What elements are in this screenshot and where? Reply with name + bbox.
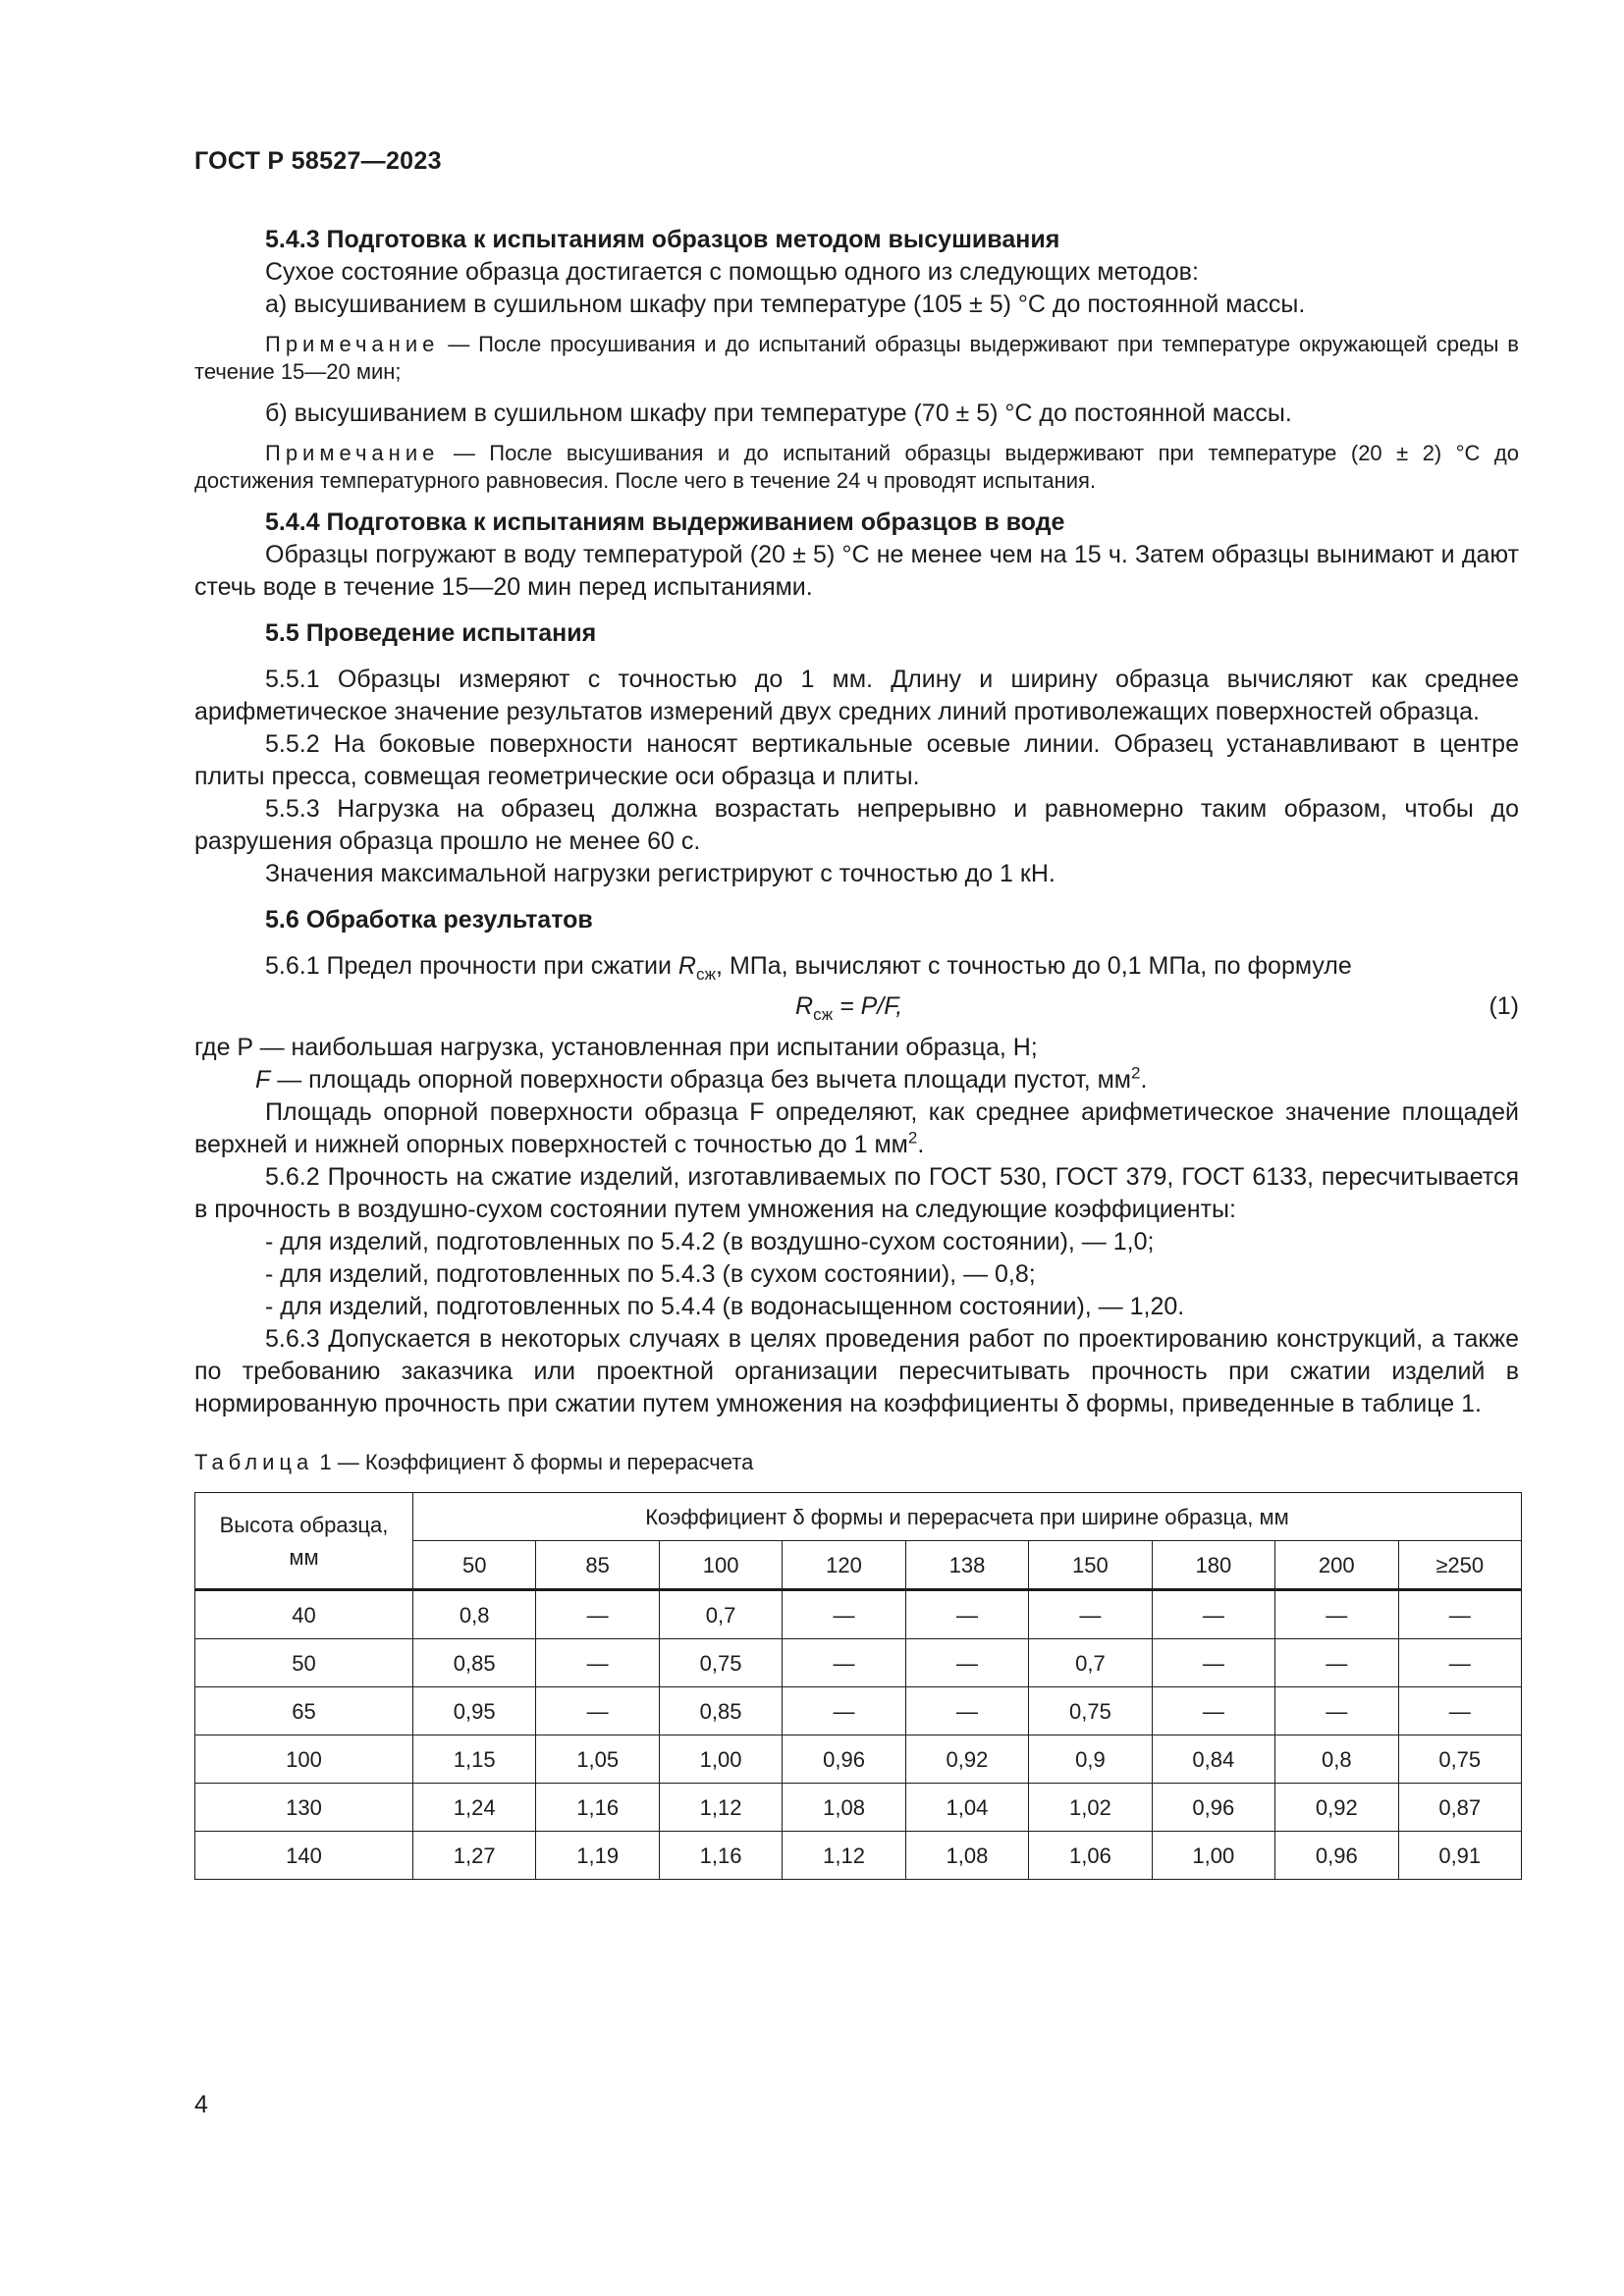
table-row	[195, 1832, 1522, 1880]
document-header: ГОСТ Р 58527—2023	[194, 147, 442, 175]
table-height-cell: 130	[195, 1784, 413, 1832]
document-body	[194, 224, 1519, 1880]
table-cell: —	[1152, 1687, 1274, 1735]
table-cell: 1,12	[659, 1784, 782, 1832]
table-cell: 0,85	[659, 1687, 782, 1735]
table-cell: —	[1029, 1590, 1152, 1639]
table-cell: 0,8	[413, 1590, 536, 1639]
table-cell: 1,12	[783, 1832, 905, 1880]
table-cell: —	[783, 1639, 905, 1687]
table-cell: 0,87	[1398, 1784, 1522, 1832]
paragraph-5-6-1-text-b: , МПа, вычисляют с точностью до 0,1 МПа, по формуле	[716, 952, 1352, 980]
table-row	[195, 1687, 1522, 1735]
where-p-word: где P	[194, 1034, 253, 1061]
table-body	[195, 1590, 1522, 1880]
table-cell: 0,96	[1275, 1832, 1398, 1880]
list-item: - для изделий, подготовленных по 5.4.3 (в сухом состоянии), — 0,8;	[265, 1260, 1036, 1288]
table-width-header: 180	[1152, 1541, 1274, 1590]
table-row-header: Высота образца, мм	[195, 1493, 413, 1590]
paragraph-5-5-2: 5.5.2 На боковые поверхности наносят вертикальные осевые линии. Образец устанавливают в центре плиты пресса, совмещая геометрические оси образца и плиты.	[194, 730, 1519, 790]
table-cell: —	[1398, 1590, 1522, 1639]
table-cell: 1,04	[905, 1784, 1028, 1832]
table-row	[195, 1590, 1522, 1639]
table-cell: 0,85	[413, 1639, 536, 1687]
table-height-cell: 140	[195, 1832, 413, 1880]
table-cell: 1,05	[536, 1735, 659, 1784]
section-5-4-3-item-a: а) высушиванием в сушильном шкафу при температуре (105 ± 5) °С до постоянной массы.	[265, 291, 1306, 318]
table-cell: —	[1398, 1639, 1522, 1687]
paragraph-5-6-3: 5.6.3 Допускается в некоторых случаях в целях проведения работ по проектированию конструкций, а также по требованию заказчика или проектной организации пересчитывать прочность при сжатии изделий в нормированную прочность при сжатии путем умножения на коэффициенты δ формы, приведенные в таблице 1.	[194, 1325, 1519, 1417]
table-cell: —	[1152, 1639, 1274, 1687]
strength-symbol: R	[677, 952, 696, 980]
table-cell: 0,91	[1398, 1832, 1522, 1880]
table-row	[195, 1639, 1522, 1687]
table-cell: 0,96	[783, 1735, 905, 1784]
table-width-header: 100	[659, 1541, 782, 1590]
section-5-4-3-item-b: б) высушиванием в сушильном шкафу при температуре (70 ± 5) °С до постоянной массы.	[265, 400, 1292, 427]
note-1-text: — После просушивания и до испытаний образцы выдерживают при температуре окружающей среды в течение 15—20 мин;	[194, 332, 1519, 384]
formula-subscript: сж	[813, 1005, 834, 1024]
table-cell: —	[1275, 1639, 1398, 1687]
table-width-header: 85	[536, 1541, 659, 1590]
table-group-header: Коэффициент δ формы и перерасчета при ширине образца, мм	[413, 1493, 1522, 1541]
table-row	[195, 1735, 1522, 1784]
strength-subscript: сж	[695, 965, 717, 984]
where-f-end: .	[1140, 1066, 1148, 1094]
table-width-header: 50	[413, 1541, 536, 1590]
table-cell: —	[1275, 1687, 1398, 1735]
formula-number: (1)	[1489, 992, 1519, 1020]
note-2	[194, 440, 1519, 495]
area-superscript: 2	[907, 1128, 918, 1148]
section-5-4-4-text: Образцы погружают в воду температурой (20 ± 5) °С не менее чем на 15 ч. Затем образцы вынимают и дают стечь воде в течение 15—20 мин перед испытаниями.	[194, 541, 1519, 601]
table-cell: 1,08	[905, 1832, 1028, 1880]
table-cell: 1,16	[536, 1784, 659, 1832]
table-cell: —	[1398, 1687, 1522, 1735]
formula-rest: = P/F,	[833, 992, 903, 1020]
table-width-header: 138	[905, 1541, 1028, 1590]
section-5-6-title: 5.6 Обработка результатов	[265, 906, 593, 934]
where-f-text: — площадь опорной поверхности образца без вычета площади пустот, мм	[270, 1066, 1131, 1094]
table-cell: 1,02	[1029, 1784, 1152, 1832]
table-cell: 1,19	[536, 1832, 659, 1880]
table-cell: 0,95	[413, 1687, 536, 1735]
list-item: - для изделий, подготовленных по 5.4.4 (в водонасыщенном состоянии), — 1,20.	[265, 1293, 1185, 1320]
table-height-cell: 50	[195, 1639, 413, 1687]
table-cell: 1,15	[413, 1735, 536, 1784]
table-width-header: 120	[783, 1541, 905, 1590]
section-5-4-3-title: 5.4.3 Подготовка к испытаниям образцов методом высушивания	[265, 226, 1060, 253]
table-cell: 0,75	[1398, 1735, 1522, 1784]
table-cell: —	[536, 1639, 659, 1687]
table-cell: —	[1152, 1590, 1274, 1639]
table-width-header: 150	[1029, 1541, 1152, 1590]
formula-expression	[795, 990, 902, 1023]
area-paragraph	[194, 1096, 1519, 1161]
table-cell: 1,06	[1029, 1832, 1152, 1880]
table-height-cell: 65	[195, 1687, 413, 1735]
table-cell: 1,08	[783, 1784, 905, 1832]
note-1-label: Примечание	[265, 332, 440, 356]
page-number: 4	[194, 2091, 208, 2118]
where-f-superscript: 2	[1130, 1063, 1141, 1083]
table-cell: —	[905, 1590, 1028, 1639]
table-height-cell: 100	[195, 1735, 413, 1784]
table-caption	[194, 1446, 1519, 1478]
section-5-5-title: 5.5 Проведение испытания	[265, 619, 597, 647]
paragraph-5-6-1-text-a: 5.6.1 Предел прочности при сжатии	[265, 952, 678, 980]
table-cell: 0,92	[1275, 1784, 1398, 1832]
formula-1	[194, 985, 1519, 1028]
table-height-cell: 40	[195, 1590, 413, 1639]
table-cell: 1,00	[1152, 1832, 1274, 1880]
paragraph-5-6-2: 5.6.2 Прочность на сжатие изделий, изготавливаемых по ГОСТ 530, ГОСТ 379, ГОСТ 6133, пересчитывается в прочность в воздушно-сухом состоянии путем умножения на следующие коэффициенты:	[194, 1163, 1519, 1223]
table-cell: 0,7	[1029, 1639, 1152, 1687]
where-f-line	[194, 1064, 1519, 1096]
paragraph-5-5-1: 5.5.1 Образцы измеряют с точностью до 1 мм. Длину и ширину образца вычисляют как среднее арифметическое значение результатов измерений двух средних линий противолежащих поверхностей образца.	[194, 666, 1519, 725]
area-text: Площадь опорной поверхности образца F определяют, как среднее арифметическое значение площадей верхней и нижней опорных поверхностей с точностью до 1 мм	[194, 1098, 1519, 1158]
table-width-header: 200	[1275, 1541, 1398, 1590]
table-caption-label: Таблица	[194, 1450, 314, 1474]
note-2-text: — После высушивания и до испытаний образцы выдерживают при температуре (20 ± 2) °С до достижения температурного равновесия. После чего в течение 24 ч проводят испытания.	[194, 441, 1519, 493]
table-cell: 0,75	[659, 1639, 782, 1687]
table-cell: —	[536, 1590, 659, 1639]
table-caption-text: 1 — Коэффициент δ формы и перерасчета	[313, 1450, 754, 1474]
formula-symbol: R	[795, 992, 814, 1020]
table-cell: —	[783, 1590, 905, 1639]
table-cell: 0,75	[1029, 1687, 1152, 1735]
table-cell: 0,96	[1152, 1784, 1274, 1832]
paragraph-5-6-1	[194, 950, 1519, 983]
table-cell: 0,84	[1152, 1735, 1274, 1784]
where-f-symbol: F	[255, 1066, 271, 1094]
table-cell: —	[1275, 1590, 1398, 1639]
table-cell: 0,7	[659, 1590, 782, 1639]
table-cell: 1,16	[659, 1832, 782, 1880]
table-cell: 0,9	[1029, 1735, 1152, 1784]
table-cell: 0,92	[905, 1735, 1028, 1784]
table-cell: 1,27	[413, 1832, 536, 1880]
paragraph-5-5-3: 5.5.3 Нагрузка на образец должна возрастать непрерывно и равномерно таким образом, чтобы до разрушения образца прошло не менее 60 с.	[194, 795, 1519, 855]
coefficient-table	[194, 1492, 1522, 1880]
where-p-line	[194, 1032, 1519, 1064]
table-cell: 0,8	[1275, 1735, 1398, 1784]
table-row	[195, 1784, 1522, 1832]
table-cell: —	[536, 1687, 659, 1735]
note-1	[194, 331, 1519, 386]
table-cell: 1,00	[659, 1735, 782, 1784]
table-width-header: ≥250	[1398, 1541, 1522, 1590]
section-5-4-3-intro: Сухое состояние образца достигается с помощью одного из следующих методов:	[265, 258, 1199, 286]
section-5-4-4-title: 5.4.4 Подготовка к испытаниям выдерживанием образцов в воде	[265, 508, 1065, 536]
table-cell: 1,24	[413, 1784, 536, 1832]
table-cell: —	[783, 1687, 905, 1735]
where-p-text: — наибольшая нагрузка, установленная при испытании образца, Н;	[252, 1034, 1038, 1061]
note-2-label: Примечание	[265, 441, 440, 465]
table-cell: —	[905, 1639, 1028, 1687]
area-end: .	[917, 1131, 925, 1158]
list-item: - для изделий, подготовленных по 5.4.2 (в воздушно-сухом состоянии), — 1,0;	[265, 1228, 1155, 1255]
table-cell: —	[905, 1687, 1028, 1735]
paragraph-5-5-3-b: Значения максимальной нагрузки регистрируют с точностью до 1 кН.	[265, 860, 1056, 887]
